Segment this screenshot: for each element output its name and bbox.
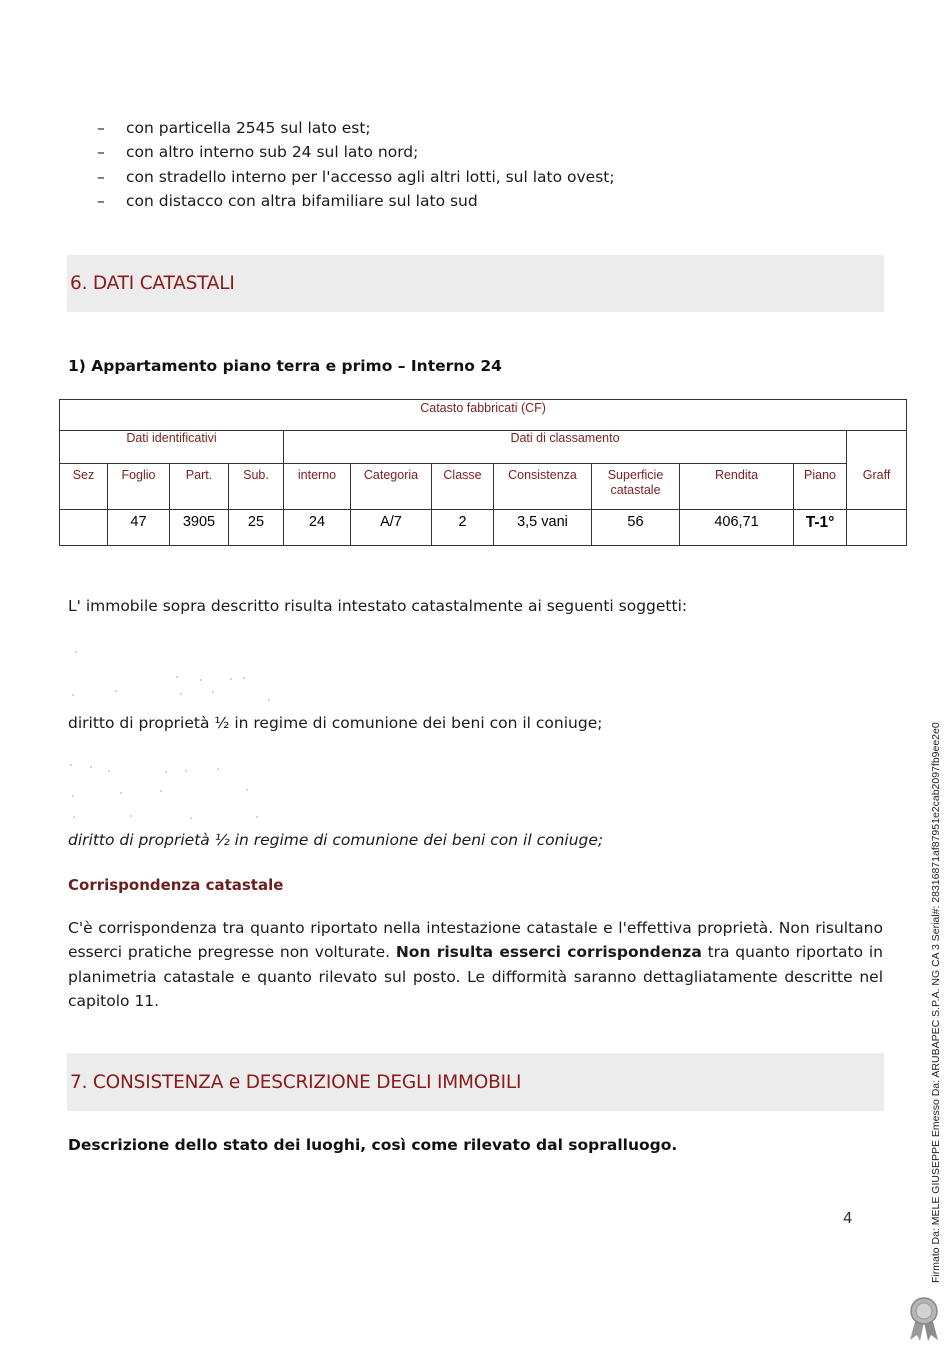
list-item: [97, 165, 615, 189]
unit-title: 1) Appartamento piano terra e primo – Interno 24: [68, 357, 502, 375]
column-header: Superficie catastale: [592, 464, 680, 510]
table-cell: 56: [592, 510, 680, 546]
signature-stamp: Firmato Da: MELE GIUSEPPE Emesso Da: ARUBAPEC S.P.A. NG CA 3 Serial#: 28316871af87951e2cab2097fb9ee2e0: [930, 722, 942, 1283]
table-cell: 406,71: [680, 510, 794, 546]
list-item-text: con particella 2545 sul lato est;: [126, 119, 371, 137]
table-cell: [60, 510, 108, 546]
list-item: [97, 140, 615, 164]
seal-ribbon-icon: [904, 1296, 944, 1342]
column-header: Rendita: [680, 464, 794, 510]
corrispondenza-title: Corrispondenza catastale: [68, 876, 284, 894]
page-number: 4: [843, 1209, 853, 1227]
bullet-dash: –: [97, 143, 105, 162]
section-6-header: [67, 255, 884, 312]
column-header: interno: [284, 464, 351, 510]
diritto-1: diritto di proprietà ½ in regime di comunione dei beni con il coniuge;: [68, 714, 603, 732]
column-header: Part.: [170, 464, 229, 510]
bullet-dash: –: [97, 119, 105, 137]
group-header-classamento: Dati di classamento: [284, 431, 847, 464]
bullet-dash: –: [97, 167, 105, 186]
corrispondenza-text-2: tra quanto riportato in planimetria catastale e quanto rilevato sul posto. Le difformità saranno dettagliatamente descritte nel capitolo 11.: [68, 943, 884, 1011]
table-cell: 2: [432, 510, 494, 546]
list-item: [97, 116, 615, 140]
descrizione-intro: Descrizione dello stato dei luoghi, così come rilevato dal sopralluogo.: [68, 1136, 678, 1154]
table-cell: 25: [229, 510, 284, 546]
list-item-text: con stradello interno per l'accesso agli altri lotti, sul lato ovest;: [126, 167, 615, 186]
table-cell: T-1°: [794, 510, 847, 546]
diritto-2: diritto di proprietà ½ in regime di comunione dei beni con il coniuge;: [68, 831, 604, 849]
column-header: Sez: [60, 464, 108, 510]
boundary-list: [97, 116, 615, 213]
intestazione-intro: L' immobile sopra descritto risulta intestato catastalmente ai seguenti soggetti:: [68, 597, 688, 615]
section-7-title: 7. CONSISTENZA e DESCRIZIONE DEGLI IMMOBILI: [70, 1071, 522, 1093]
list-item: [97, 189, 615, 213]
empty-header-cell: [847, 431, 907, 464]
column-header: Categoria: [351, 464, 432, 510]
column-header: Sub.: [229, 464, 284, 510]
bullet-dash: –: [97, 191, 105, 210]
column-header: Foglio: [108, 464, 170, 510]
column-header: Piano: [794, 464, 847, 510]
table-cell: [847, 510, 907, 546]
corrispondenza-bold: Non risulta esserci corrispondenza: [395, 943, 702, 962]
catasto-table: [59, 399, 907, 546]
list-item-text: con distacco con altra bifamiliare sul lato sud: [126, 191, 478, 210]
section-7-header: [67, 1053, 884, 1111]
corrispondenza-text-1: C'è corrispondenza tra quanto riportato nella intestazione catastale e l'effettiva proprietà. Non risultano esserci pratiche pregresse non volturate.: [68, 919, 883, 962]
table-cell: A/7: [351, 510, 432, 546]
section-6-title: 6. DATI CATASTALI: [70, 273, 235, 294]
table-cell: 3,5 vani: [494, 510, 592, 546]
column-header: Graff: [847, 464, 907, 510]
corrispondenza-paragraph: [68, 916, 883, 1014]
table-title: Catasto fabbricati (CF): [60, 400, 907, 431]
table-cell: 47: [108, 510, 170, 546]
table-row: [60, 510, 907, 546]
table-cell: 3905: [170, 510, 229, 546]
column-header: Consistenza: [494, 464, 592, 510]
table-cell: 24: [284, 510, 351, 546]
group-header-identificativi: Dati identificativi: [60, 431, 284, 464]
list-item-text: con altro interno sub 24 sul lato nord;: [126, 143, 419, 162]
column-header: Classe: [432, 464, 494, 510]
